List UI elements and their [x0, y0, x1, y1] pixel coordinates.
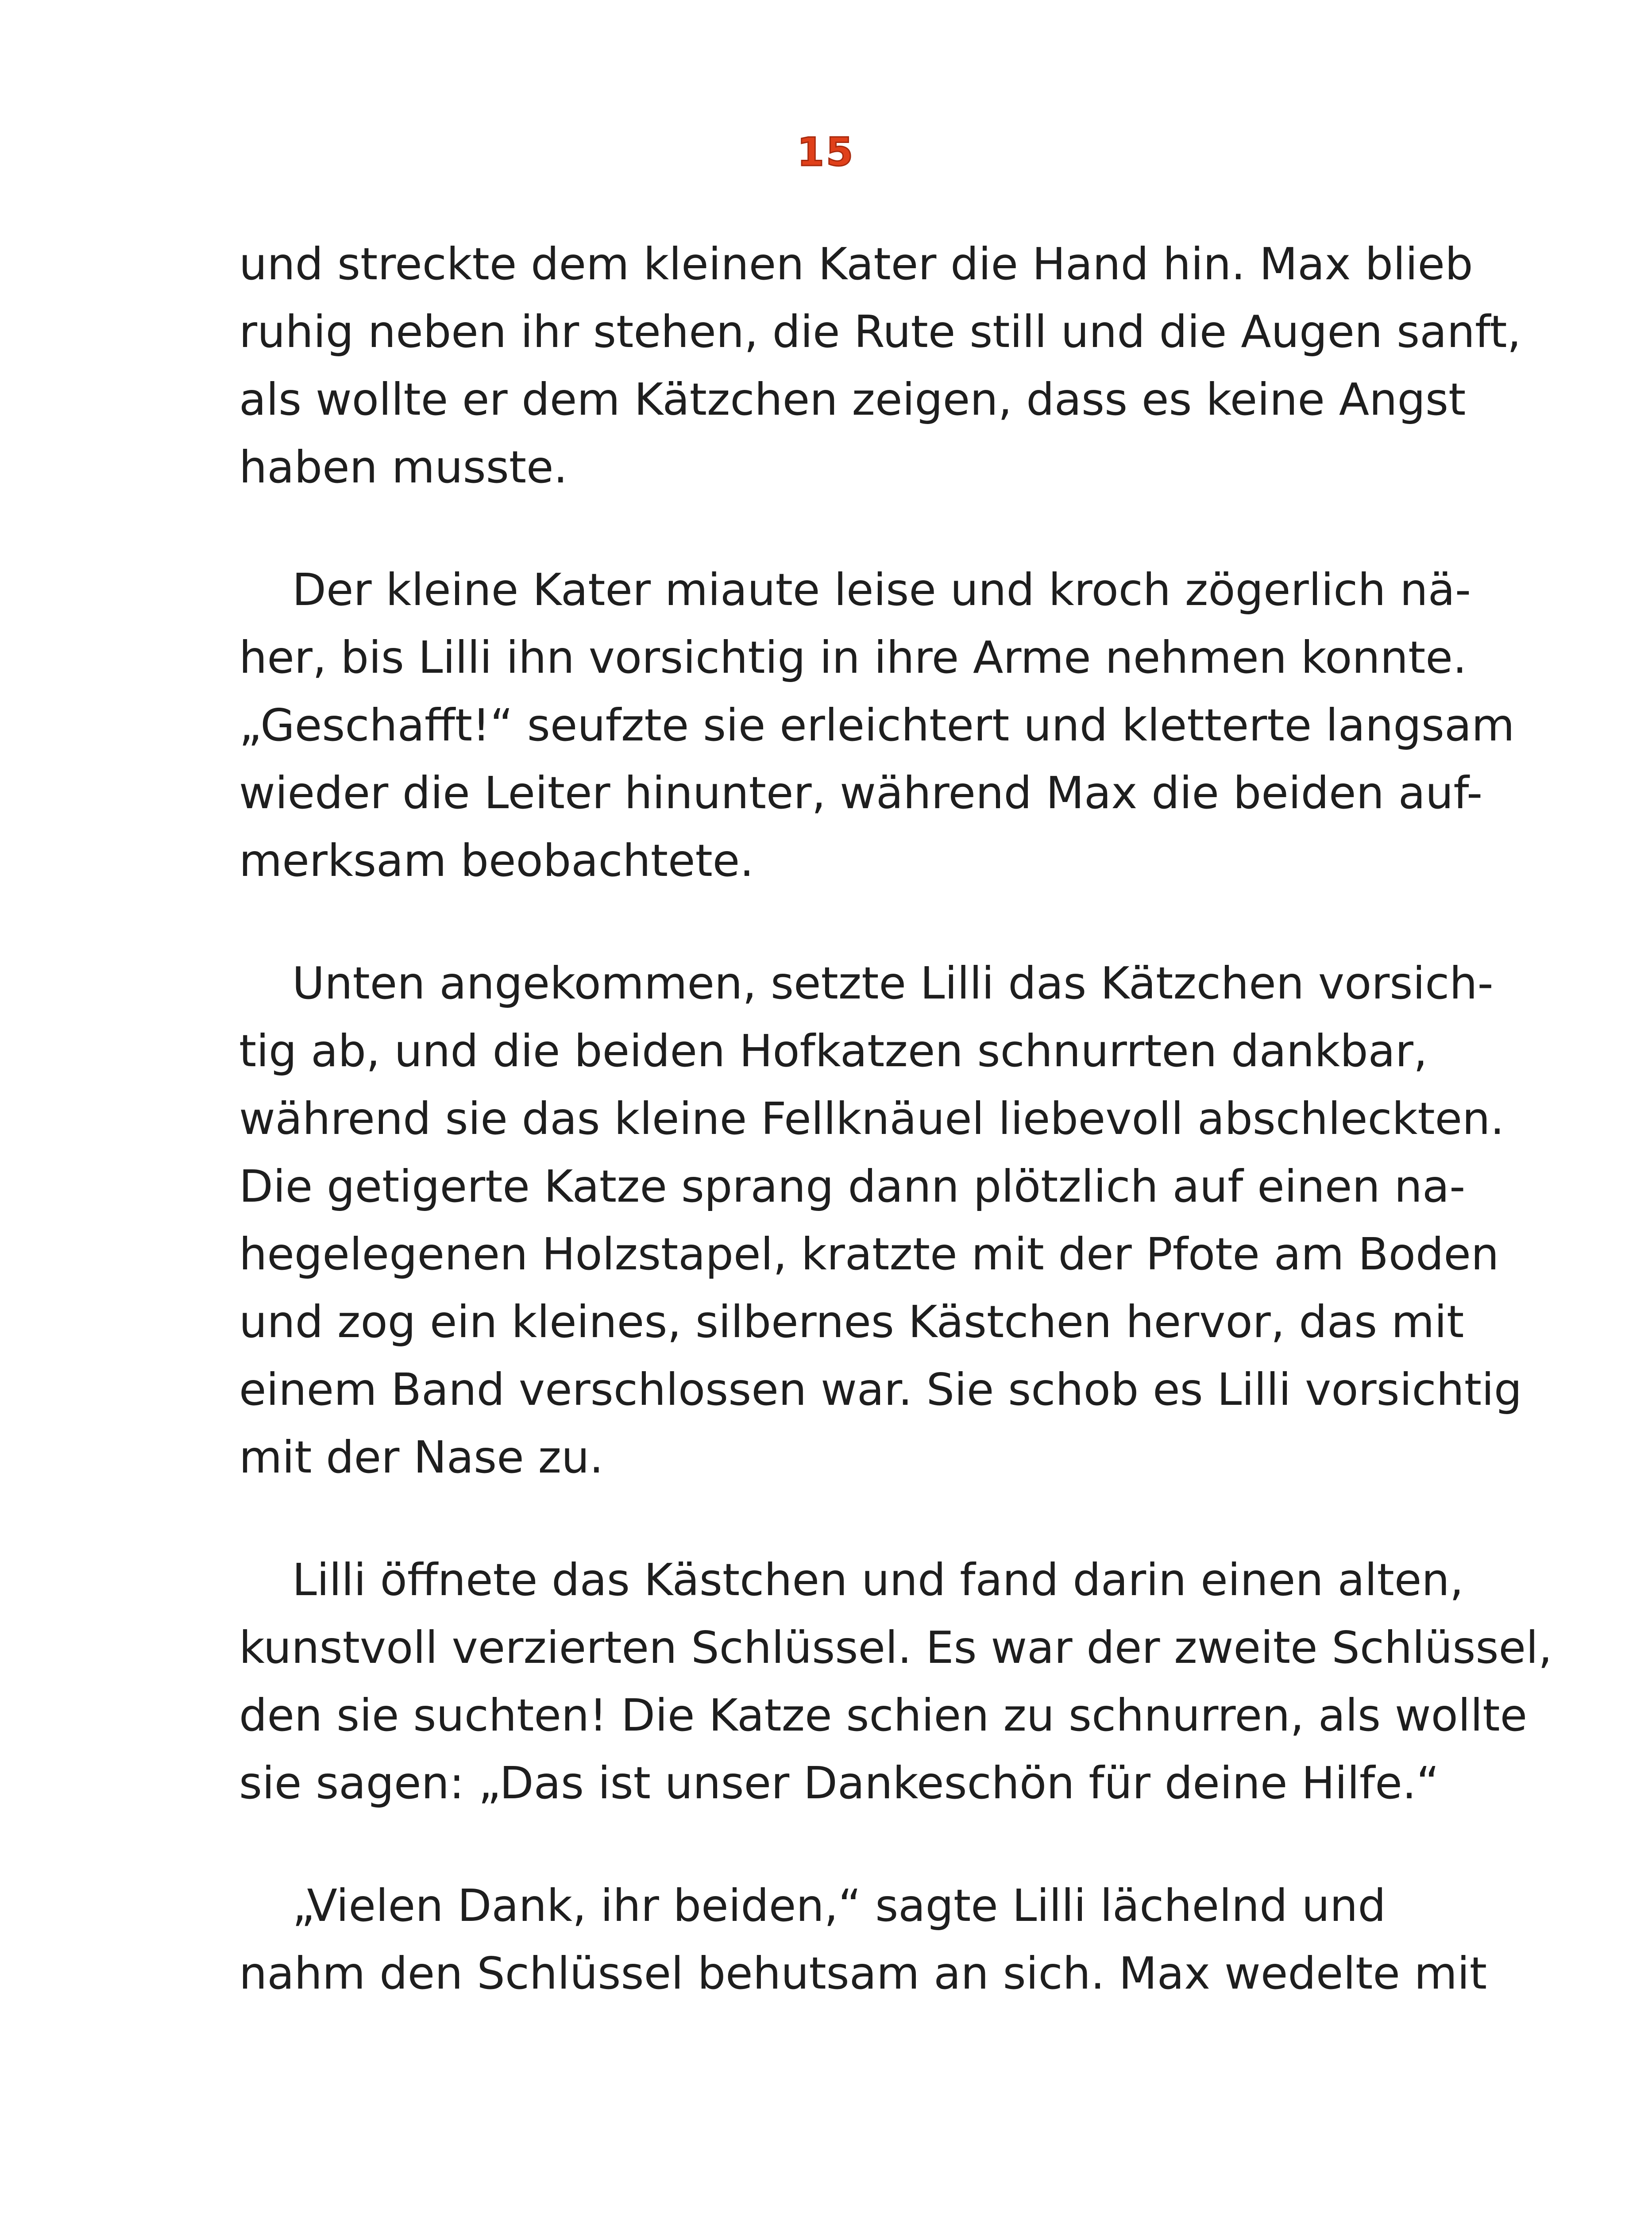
text-line: her, bis Lilli ihn vorsichtig in ihre Arme nehmen konnte.: [239, 632, 1467, 683]
text-line: mit der Nase zu.: [239, 1431, 604, 1483]
text-line: Die getigerte Katze sprang dann plötzlich auf einen na-: [239, 1160, 1466, 1212]
body-text: [239, 230, 1552, 2062]
text-line: tig ab, und die beiden Hofkatzen schnurrten dankbar,: [239, 1025, 1428, 1077]
text-line: während sie das kleine Fellknäuel liebevoll abschleckten.: [239, 1093, 1505, 1145]
text-line: „Vielen Dank, ihr beiden,“ sagte Lilli lächelnd und: [292, 1880, 1386, 1932]
text-line: nahm den Schlüssel behutsam an sich. Max wedelte mit: [239, 1947, 1487, 1999]
paragraph: [239, 230, 1521, 501]
text-line: „Geschafft!“ seufzte sie erleichtert und kletterte langsam: [239, 699, 1515, 751]
page-number: 15: [797, 129, 855, 175]
text-line: einem Band verschlossen war. Sie schob es Lilli vorsichtig: [239, 1364, 1522, 1415]
text-line: ruhig neben ihr stehen, die Rute still und die Augen sanft,: [239, 306, 1521, 358]
text-line: haben musste.: [239, 441, 568, 493]
paragraph: [239, 1872, 1487, 2007]
paragraph: [239, 949, 1522, 1491]
paragraph: [239, 1546, 1552, 1817]
text-line: als wollte er dem Kätzchen zeigen, dass es keine Angst: [239, 374, 1466, 425]
paragraph: [239, 556, 1515, 894]
text-line: Unten angekommen, setzte Lilli das Kätzchen vorsich-: [292, 957, 1494, 1009]
text-line: merksam beobachtete.: [239, 835, 754, 887]
text-line: Lilli öffnete das Kästchen und fand darin einen alten,: [292, 1554, 1464, 1606]
text-line: hegelegenen Holzstapel, kratzte mit der Pfote am Boden: [239, 1228, 1499, 1280]
text-line: kunstvoll verzierten Schlüssel. Es war der zweite Schlüssel,: [239, 1622, 1552, 1673]
text-line: wieder die Leiter hinunter, während Max die beiden auf-: [239, 767, 1483, 819]
text-line: und zog ein kleines, silbernes Kästchen hervor, das mit: [239, 1296, 1464, 1348]
text-line: den sie suchten! Die Katze schien zu schnurren, als wollte: [239, 1689, 1528, 1741]
text-line: und streckte dem kleinen Kater die Hand hin. Max blieb: [239, 238, 1473, 290]
text-line: sie sagen: „Das ist unser Dankeschön für deine Hilfe.“: [239, 1757, 1440, 1809]
text-line: Der kleine Kater miaute leise und kroch zögerlich nä-: [292, 564, 1471, 616]
